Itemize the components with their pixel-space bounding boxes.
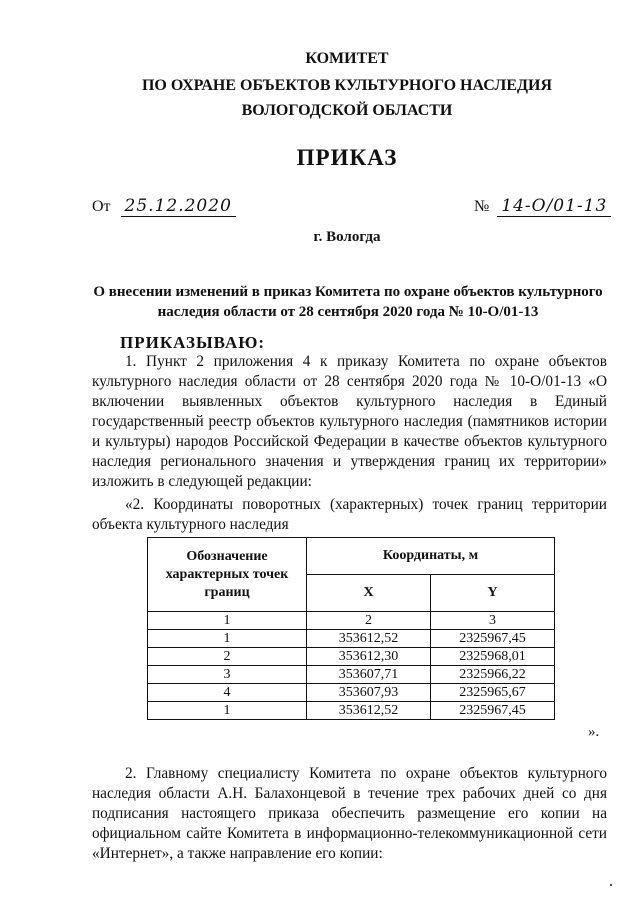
table-row: [148, 666, 555, 684]
date-label: От: [92, 198, 111, 215]
table-cell: 2: [307, 612, 431, 630]
scan-speck: [610, 884, 612, 886]
table-cell: 353607,71: [307, 666, 431, 684]
number-handwritten: 14-О/01-13: [497, 196, 611, 217]
table-cell: 353607,93: [307, 684, 431, 702]
table-row: [148, 684, 555, 702]
subject-line2: наследия области от 28 сентября 2020 года № 10-О/01-13: [157, 304, 539, 320]
committee-header-line3: ВОЛОГОДСКОЙ ОБЛАСТИ: [241, 102, 453, 119]
quote-intro: [92, 495, 607, 535]
table-row: [148, 630, 555, 648]
quote-intro-text: «2. Координаты поворотных (характерных) точек границ территории объекта культурного наследия: [92, 496, 607, 533]
col-header-points: Обозначение характерных точек границ: [148, 538, 307, 612]
subject-line1: О внесении изменений в приказ Комитета по охране объектов культурного: [93, 284, 603, 300]
table-row: [148, 702, 555, 720]
table-cell: 353612,52: [307, 630, 431, 648]
table-cell: 4: [148, 684, 307, 702]
committee-header-line2: ПО ОХРАНЕ ОБЪЕКТОВ КУЛЬТУРНОГО НАСЛЕДИЯ: [141, 77, 553, 94]
number-label: №: [474, 198, 490, 215]
table-cell: 1: [148, 612, 307, 630]
city: г. Вологда: [313, 229, 381, 245]
table-cell: 3: [148, 666, 307, 684]
paragraph-2: [92, 764, 607, 864]
table-row: [148, 648, 555, 666]
document-title: ПРИКАЗ: [296, 145, 398, 170]
date-row: [92, 196, 236, 216]
table-cell: 2325966,22: [431, 666, 555, 684]
orders-heading: ПРИКАЗЫВАЮ:: [120, 333, 266, 352]
table-cell: 353612,30: [307, 648, 431, 666]
table-cell: 2325965,67: [431, 684, 555, 702]
col-header-y: Y: [431, 575, 555, 612]
table-cell: 1: [148, 702, 307, 720]
table-cell: 2325967,45: [431, 630, 555, 648]
paragraph-1: [92, 352, 607, 492]
table-cell: 1: [148, 630, 307, 648]
coordinates-table: [147, 537, 555, 720]
quote-close: ».: [588, 724, 600, 740]
date-handwritten: 25.12.2020: [121, 196, 236, 217]
table-cell: 353612,52: [307, 702, 431, 720]
paragraph-2-text: 2. Главному специалисту Комитета по охране объектов культурного наследия области А.Н. Балахонцевой в течение трех рабочих дней со дня подписания настоящего приказа обеспечить размещение его копии на официальном сайте Комитета в информационно-телекоммуникационной сети «Интернет», а также направление его копии:: [92, 765, 607, 862]
col-header-coords: Координаты, м: [307, 538, 555, 575]
number-row: [474, 196, 611, 216]
committee-header-line1: КОМИТЕТ: [305, 50, 389, 67]
table-cell: 2: [148, 648, 307, 666]
paragraph-1-text: 1. Пункт 2 приложения 4 к приказу Комитета по охране объектов культурного наследия области от 28 сентября 2020 года № 10-О/01-13 «О включении выявленных объектов культурного наследия в Единый государственный реестр объектов культурного наследия (памятников истории и культуры) народов Российской Федерации в качестве объектов культурного наследия регионального значения и утверждения границ их территории» изложить в следующей редакции:: [92, 353, 607, 490]
table-cell: 3: [431, 612, 555, 630]
coordinates-table-body: [148, 612, 555, 720]
table-cell: 2325968,01: [431, 648, 555, 666]
col-header-x: X: [307, 575, 431, 612]
table-cell: 2325967,45: [431, 702, 555, 720]
table-index-row: [148, 612, 555, 630]
